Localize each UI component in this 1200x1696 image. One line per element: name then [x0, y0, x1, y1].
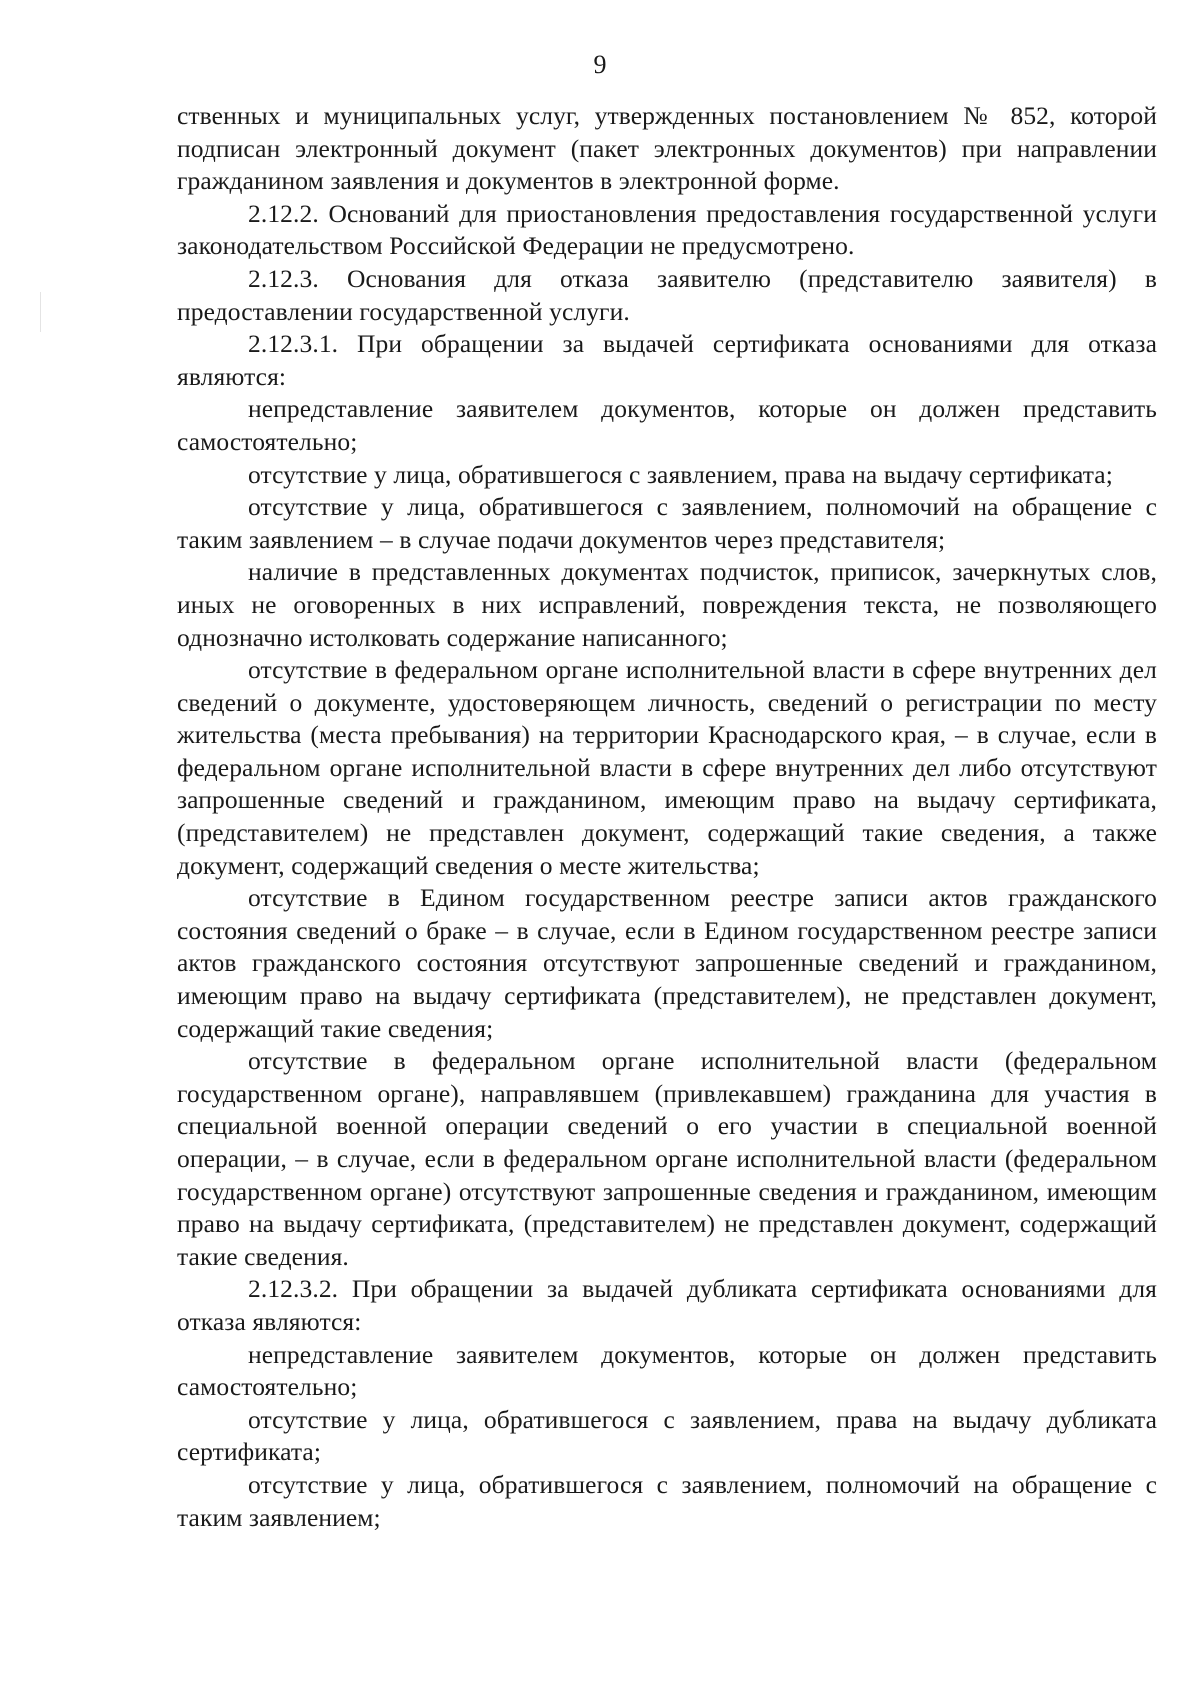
list-item-duplicate-non-submission: непредставление заявителем документов, которые он должен представить самостоятельно;	[177, 1339, 1157, 1402]
list-item-no-authority: отсутствие у лица, обратившегося с заявлением, полномочий на обращение с таким заявлением – в случае подачи документов через представителя;	[177, 492, 1157, 554]
paragraph-2-12-3: 2.12.3. Основания для отказа заявителю (представителю заявителя) в предоставлении государственной услуги.	[177, 263, 1157, 326]
scan-margin-mark	[40, 292, 41, 332]
list-item-erasures: наличие в представленных документах подчисток, приписок, зачеркнутых слов, иных не оговоренных в них исправлений, повреждения текста, не позволяющего однозначно истолковать содержание написанного;	[177, 557, 1157, 652]
list-item-duplicate-no-right: отсутствие у лица, обратившегося с заявлением, права на выдачу дубликата сертификата;	[177, 1404, 1157, 1467]
page-number: 9	[593, 50, 607, 79]
list-item-military-operation: отсутствие в федеральном органе исполнительной власти (федеральном государственном органе), направлявшем (привлекавшем) гражданина для участия в специальной военной операции сведений о его участии в специальной военной операции, – в случае, если в федеральном органе исполнительной власти (федеральном государственном органе) отсутствуют запрошенные сведения и гражданином, имеющим право на выдачу сертификата, (представителем) не представлен документ, содержащий такие сведения.	[177, 1046, 1157, 1271]
paragraph-2-12-2: 2.12.2. Оснований для приостановления предоставления государственной услуги законодательством Российской Федерации не предусмотрено.	[177, 198, 1157, 261]
paragraph-2-12-3-1: 2.12.3.1. При обращении за выдачей сертификата основаниями для отказа являются:	[177, 329, 1157, 391]
list-item-duplicate-no-authority: отсутствие у лица, обратившегося с заявлением, полномочий на обращение с таким заявлением;	[177, 1469, 1157, 1532]
paragraph-continuation: ственных и муниципальных услуг, утвержденных постановлением № 852, которой подписан электронный документ (пакет электронных документов) при направлении гражданином заявления и документов в электронной форме.	[177, 101, 1157, 196]
list-item-civil-registry: отсутствие в Едином государственном реестре записи актов гражданского состояния сведений о браке – в случае, если в Едином государственном реестре записи актов гражданского состояния отсутствуют запрошенные сведений и гражданином, имеющим право на выдачу сертификата (представителем), не представлен документ, содержащий такие сведения;	[177, 883, 1157, 1043]
list-item-no-right: отсутствие у лица, обратившегося с заявлением, права на выдачу сертификата;	[248, 459, 1113, 489]
paragraph-2-12-3-2: 2.12.3.2. При обращении за выдачей дубликата сертификата основаниями для отказа являются:	[177, 1274, 1157, 1336]
document-body	[177, 100, 1157, 1534]
list-item-internal-affairs: отсутствие в федеральном органе исполнительной власти в сфере внутренних дел сведений о документе, удостоверяющем личность, сведений о регистрации по месту жительства (места пребывания) на территории Краснодарского края, – в случае, если в федеральном органе исполнительной власти в сфере внутренних дел либо отсутствуют запрошенные сведений и гражданином, имеющим право на выдачу сертификата, (представителем) не представлен документ, содержащий такие сведения, а также документ, содержащий сведения о месте жительства;	[177, 655, 1157, 880]
list-item-non-submission: непредставление заявителем документов, которые он должен представить самостоятельно;	[177, 394, 1157, 456]
